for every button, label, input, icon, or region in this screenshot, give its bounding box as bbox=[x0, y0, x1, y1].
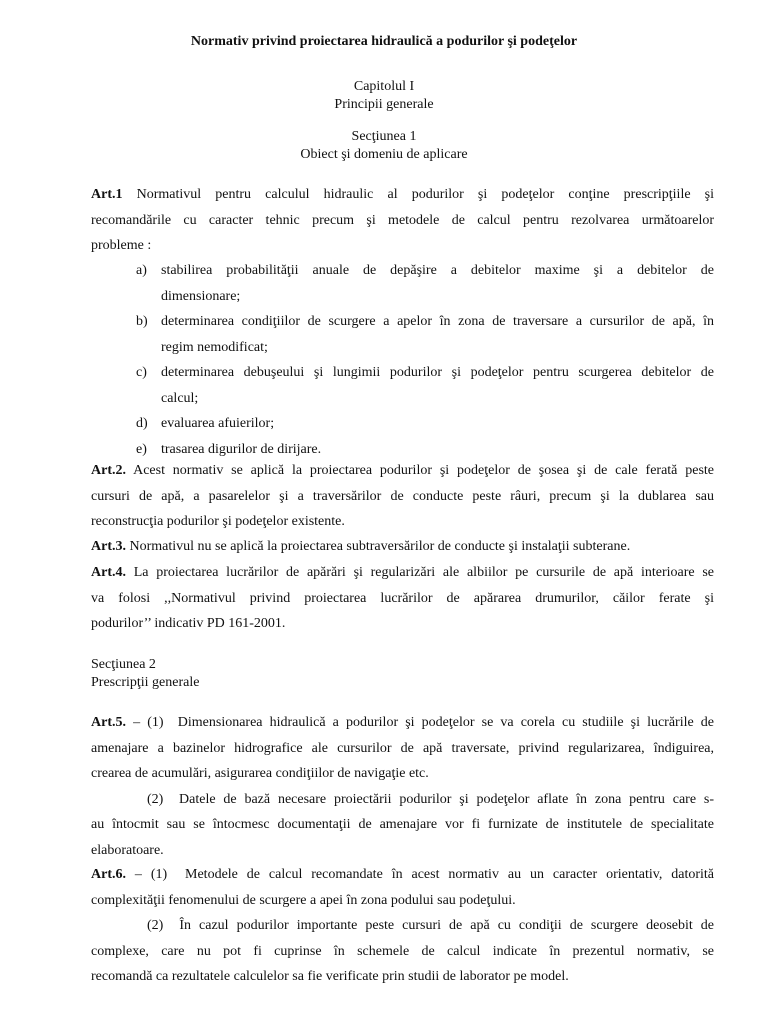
list-item-text: calcul; bbox=[161, 390, 199, 406]
list-item-text: determinarea debuşeului şi lungimii podurilor şi podeţelor pentru scurgerea debitelor de bbox=[161, 365, 714, 380]
list-item-label: c) bbox=[136, 365, 147, 380]
article-1-line-2: recomandările cu caracter tehnic precum şi metodele de calcul pentru rezolvarea următoarelor bbox=[91, 212, 714, 228]
article-1-label: Art.1 bbox=[91, 187, 123, 202]
list-item-label: b) bbox=[136, 314, 148, 329]
list-item bbox=[136, 309, 714, 360]
article-6: Art.6. – (1) Metodele de calcul recomandate în acest normativ au un caracter orientativ, datorită complexităţii fenomenului de scurgere a apei în zona podului sau podeţului. (2) În cazul podurilor importante peste cursuri de apă cu condiţii de scurgere deosebit de complexe, care nu pot fi cuprinse în schemele de calcul indicate în prezentul normativ, se recomandă ca rezultatele calculelor sa fie verificate prin studii de laborator pe model. bbox=[91, 867, 715, 984]
list-item-label: d) bbox=[136, 416, 148, 431]
list-item-label: a) bbox=[136, 263, 147, 278]
list-item-label: e) bbox=[136, 441, 147, 457]
list-item bbox=[136, 258, 714, 309]
list-item-text: evaluarea afuierilor; bbox=[161, 416, 275, 431]
document-title: Normativ privind proiectarea hidraulică a podurilor şi podeţelor bbox=[190, 34, 578, 49]
list-item-text: dimensionare; bbox=[161, 288, 241, 304]
list-item-text: stabilirea probabilităţii anuale de depăşire a debitelor maxime şi a debitelor de bbox=[161, 263, 714, 278]
article-1 bbox=[91, 182, 714, 259]
list-item-text: trasarea digurilor de dirijare. bbox=[161, 441, 322, 457]
article-1-line-1: Art.1 Normativul pentru calculul hidraulic al podurilor şi podeţelor conţine prescripţiile şi bbox=[91, 187, 715, 202]
section-1-name: Obiect şi domeniu de aplicare bbox=[300, 147, 468, 162]
list-item-text: regim nemodificat; bbox=[161, 339, 268, 355]
list-item-text: determinarea condiţiilor de scurgere a apelor în zona de traversare a cursurilor de apă, în bbox=[161, 314, 714, 329]
article-3: Art.3. Normativul nu se aplică la proiectarea subtraversărilor de conducte şi instalaţii subterane. bbox=[91, 539, 631, 554]
requirements-list bbox=[136, 258, 714, 462]
article-6-label: Art.6. bbox=[91, 867, 126, 882]
chapter-name: Principii generale bbox=[334, 97, 434, 112]
article-1-line-3: probleme : bbox=[91, 238, 152, 253]
list-item bbox=[136, 411, 714, 437]
section-1-number: Secţiunea 1 bbox=[351, 129, 417, 144]
article-2: Art.2. Acest normativ se aplică la proiectarea podurilor şi podeţelor de şosea şi de cale ferată peste cursuri de apă, a pasarelelor şi a traversărilor de conducte peste râuri, precum şi la dublarea sau reconstrucţia podurilor şi podeţelor existente. bbox=[91, 463, 714, 529]
article-4: Art.4. La proiectarea lucrărilor de apărări şi regularizări ale albiilor pe cursurile de apă interioare se va folosi ,,Normativul privind proiectarea lucrărilor de apărarea drumurilor, căilor ferate şi podurilor’’ indicativ PD 161-2001. bbox=[91, 565, 715, 631]
article-5: Art.5. – (1) Dimensionarea hidraulică a podurilor şi podeţelor se va corela cu studiile şi lucrările de amenajare a bazinelor hidrografice ale cursurilor de apă traversate, privind regularizarea, îndiguirea, crearea de acumulări, asigurarea condiţiilor de navigaţie etc. (2) Datele de bază necesare proiectării podurilor şi podeţelor aflate în zona pentru care s- au întocmit sau se întocmesc documentaţii de amenajare vor fi furnizate de institutele de specialitate elaboratoare. bbox=[91, 715, 715, 858]
article-3-label: Art.3. bbox=[91, 539, 126, 554]
list-item bbox=[136, 360, 714, 411]
article-4-label: Art.4. bbox=[91, 565, 126, 580]
chapter-number: Capitolul I bbox=[353, 79, 415, 94]
article-2-label: Art.2. bbox=[91, 463, 126, 478]
section-2-number: Secţiunea 2 bbox=[91, 657, 156, 672]
section-2-name: Prescripţii generale bbox=[91, 675, 200, 690]
article-5-label: Art.5. bbox=[91, 715, 126, 730]
